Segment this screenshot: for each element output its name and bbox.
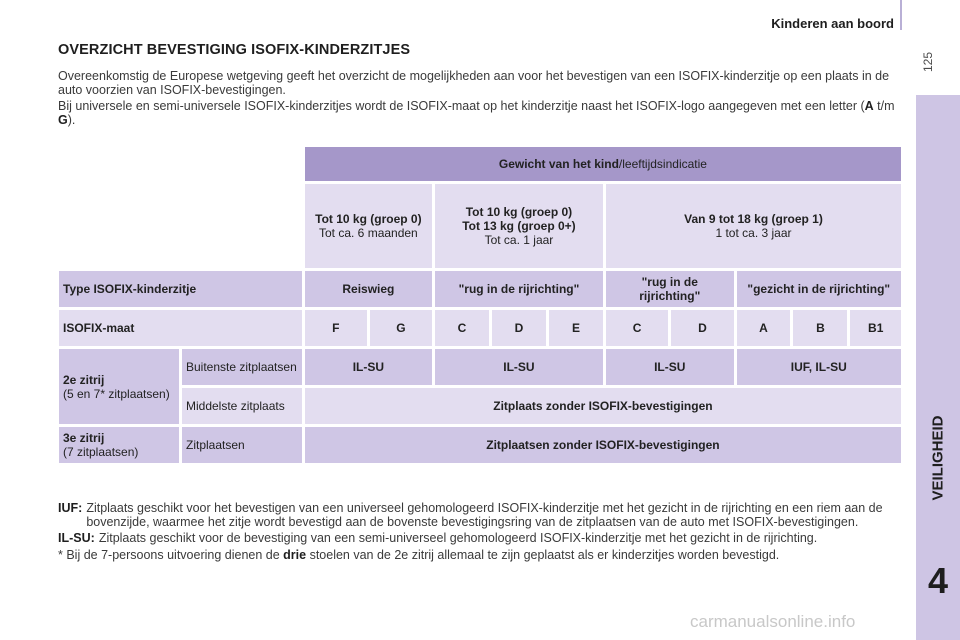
type-rear-facing-1: "rug in de rijrichting" xyxy=(435,271,603,307)
row3-title: 3e zitrij xyxy=(63,431,105,445)
running-header: Kinderen aan boord xyxy=(771,16,894,31)
weight-header-rest: /leeftijdsindicatie xyxy=(618,157,707,171)
row3-header xyxy=(59,427,179,463)
intro-paragraph-2 xyxy=(58,99,898,127)
type-reiswieg: Reiswieg xyxy=(305,271,432,307)
section-title: OVERZICHT BEVESTIGING ISOFIX-KINDERZITJES xyxy=(58,42,411,58)
size-cell: G xyxy=(370,310,432,346)
intro-letter-g: G xyxy=(58,113,68,127)
footnotes xyxy=(58,502,903,562)
type-label: Type ISOFIX-kinderzitje xyxy=(59,271,302,307)
row2-subtitle: (5 en 7* zitplaatsen) xyxy=(63,386,170,401)
outer-value-group0plus: IL-SU xyxy=(435,349,603,385)
size-label: ISOFIX-maat xyxy=(59,310,302,346)
size-cell: D xyxy=(492,310,546,346)
note-star-text-c: stoelen van de 2e zitrij allemaal te zijn geplaatst als er kinderzitjes worden bevestigd. xyxy=(306,547,780,562)
type-rear-facing-2: "rug in de rijrichting" xyxy=(606,271,734,307)
middle-seat-value: Zitplaats zonder ISOFIX-bevestigingen xyxy=(305,388,901,424)
note-asterisk xyxy=(58,549,903,563)
note-star-text-a: * Bij de 7-persoons uitvoering dienen de xyxy=(58,547,284,562)
group1-age: 1 tot ca. 3 jaar xyxy=(715,226,792,240)
table-corner xyxy=(59,147,302,181)
row2-header xyxy=(59,349,179,424)
intro-p2-end: ). xyxy=(67,113,76,127)
row2-title: 2e zitrij xyxy=(63,372,105,387)
intro-letter-a: A xyxy=(864,99,874,113)
weight-header-bold: Gewicht van het kind xyxy=(498,157,619,171)
chapter-tab-label: VEILIGHEID xyxy=(929,415,947,501)
note-ilsu-text: Zitplaats geschikt voor de bevestiging van een semi-universeel gehomologeerd ISOFIX-kinderzitje met het gezicht in de rijrichting. xyxy=(98,531,818,545)
note-iuf xyxy=(58,502,903,529)
row3-seats-value: Zitplaatsen zonder ISOFIX-bevestigingen xyxy=(305,427,901,463)
table-corner-2 xyxy=(59,184,302,268)
intro-p2-text: Bij universele en semi-universele ISOFIX-kinderzitjes wordt de ISOFIX-maat op het kinderzitje naast het ISOFIX-logo aangegeven met een letter ( xyxy=(58,99,865,113)
type-forward-facing: "gezicht in de rijrichting" xyxy=(737,271,901,307)
group1-cell xyxy=(606,184,901,268)
chapter-side-tab xyxy=(916,95,960,640)
group0plus-cell xyxy=(435,184,603,268)
row3-seats-label: Zitplaatsen xyxy=(182,427,302,463)
page-number: 125 xyxy=(921,51,935,73)
group0-title: Tot 10 kg (groep 0) xyxy=(315,212,422,226)
size-cell: D xyxy=(671,310,733,346)
group1-title: Van 9 tot 18 kg (groep 1) xyxy=(684,212,823,226)
note-ilsu xyxy=(58,532,903,546)
size-cell: F xyxy=(305,310,367,346)
group0plus-age: Tot ca. 1 jaar xyxy=(484,233,554,247)
group0-cell xyxy=(305,184,432,268)
size-cell: C xyxy=(606,310,668,346)
row3-subtitle: (7 zitplaatsen) xyxy=(63,445,139,459)
note-ilsu-key: IL-SU: xyxy=(58,531,95,545)
group0plus-title-2: Tot 13 kg (groep 0+) xyxy=(462,219,576,233)
isofix-table xyxy=(56,144,904,466)
intro-p2-mid: t/m xyxy=(873,99,895,113)
outer-value-group1-rear: IL-SU xyxy=(606,349,734,385)
outer-value-group1-forward: IUF, IL-SU xyxy=(737,349,901,385)
size-cell: C xyxy=(435,310,489,346)
chapter-number: 4 xyxy=(927,560,949,601)
size-cell: E xyxy=(549,310,603,346)
group0-age: Tot ca. 6 maanden xyxy=(319,226,418,240)
size-cell: A xyxy=(737,310,791,346)
note-star-bold: drie xyxy=(283,547,307,562)
size-cell: B1 xyxy=(850,310,901,346)
weight-header xyxy=(305,147,901,181)
intro-text xyxy=(58,69,898,129)
note-iuf-key: IUF: xyxy=(58,501,83,515)
size-cell: B xyxy=(793,310,847,346)
group0plus-title-1: Tot 10 kg (groep 0) xyxy=(465,205,573,219)
note-iuf-text: Zitplaats geschikt voor het bevestigen van een universeel gehomologeerd ISOFIX-kinderzitje met het gezicht in de rijrichting en een riem aan de bovenzijde, waarmee het zitje wordt bevestigd aan de bovenste bevestigingsring van de zitplaatsen van de auto met ISOFIX-bevestigingen. xyxy=(86,501,883,529)
watermark: carmanualsonline.info xyxy=(690,612,856,631)
outer-value-group0: IL-SU xyxy=(305,349,432,385)
header-divider xyxy=(900,0,902,30)
intro-paragraph-1: Overeenkomstig de Europese wetgeving geeft het overzicht de mogelijkheden aan voor het bevestigen van een ISOFIX-kinderzitje op een plaats in de auto voorzien van ISOFIX-bevestigingen. xyxy=(58,69,890,97)
middle-seat-label: Middelste zitplaats xyxy=(182,388,302,424)
outer-seats-label: Buitenste zitplaatsen xyxy=(182,349,302,385)
